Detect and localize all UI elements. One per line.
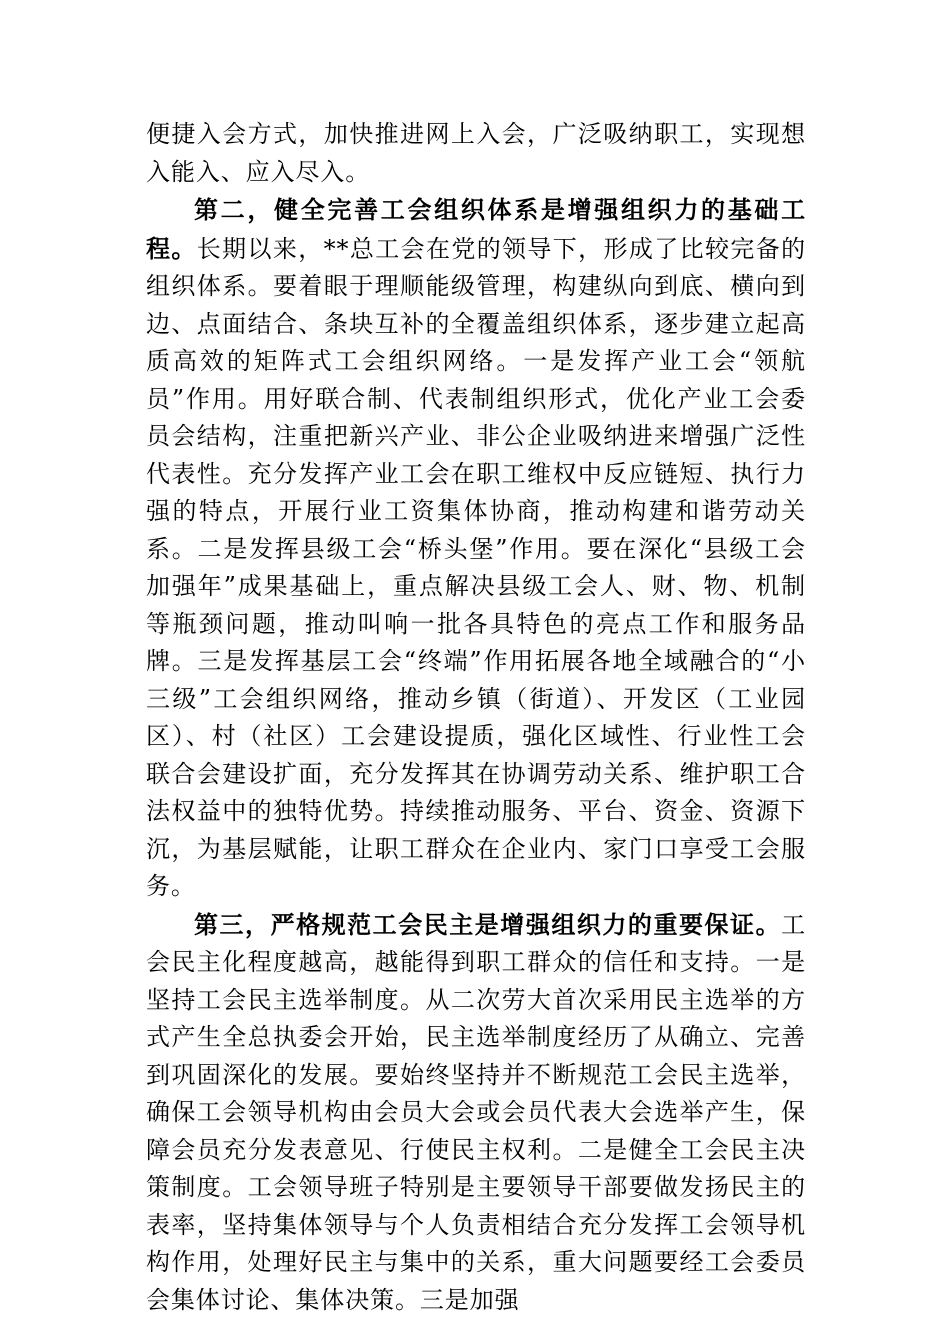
paragraph-second bbox=[146, 191, 806, 906]
paragraph-continuation bbox=[146, 116, 806, 191]
paragraph-heading: 第二，健全完善工会组织体系是增强组织力的基础工程。 bbox=[146, 195, 806, 263]
paragraph-body: 工会民主化程度越高，越能得到职工群众的信任和支持。一是坚持工会民主选举制度。从二次劳大首次采用民主选举的方式产生全总执委会开始，民主选举制度经历了从确立、完善到巩固深化的发展。要始终坚持并不断规范工会民主选举，确保工会领导机构由会员大会或会员代表大会选举产生，保障会员充分发表意见、行使民主权利。二是健全工会民主决策制度。工会领导班子特别是主要领导干部要做发扬民主的表率，坚持集体领导与个人负责相结合充分发挥工会领导机构作用，处理好民主与集中的关系，重大问题要经工会委员会集体讨论、集体决策。三是加强 bbox=[146, 910, 806, 1314]
paragraph-body: 长期以来，**总工会在党的领导下，形成了比较完备的组织体系。要着眼于理顺能级管理，构建纵向到底、横向到边、点面结合、条块互补的全覆盖组织体系，逐步建立起高质高效的矩阵式工会组织网络。一是发挥产业工会“领航员”作用。用好联合制、代表制组织形式，优化产业工会委员会结构，注重把新兴产业、非公企业吸纳进来增强广泛性代表性。充分发挥产业工会在职工维权中反应链短、执行力强的特点，开展行业工资集体协商，推动构建和谐劳动关系。二是发挥县级工会“桥头堡”作用。要在深化“县级工会加强年”成果基础上，重点解决县级工会人、财、物、机制等瓶颈问题，推动叫响一批各具特色的亮点工作和服务品牌。三是发挥基层工会“终端”作用拓展各地全域融合的“小三级”工会组织网络，推动乡镇（街道）、开发区（工业园区）、村（社区）工会建设提质，强化区域性、行业性工会联合会建设扩面，充分发挥其在协调劳动关系、维护职工合法权益中的独特优势。持续推动服务、平台、资金、资源下沉，为基层赋能，让职工群众在企业内、家门口享受工会服务。 bbox=[146, 234, 807, 900]
paragraph-heading: 第三，严格规范工会民主是增强组织力的重要保证。 bbox=[194, 909, 782, 939]
document-body bbox=[146, 116, 806, 1319]
paragraph-body: 便捷入会方式，加快推进网上入会，广泛吸纳职工，实现想入能入、应入尽入。 bbox=[146, 120, 806, 186]
paragraph-third bbox=[146, 906, 806, 1320]
